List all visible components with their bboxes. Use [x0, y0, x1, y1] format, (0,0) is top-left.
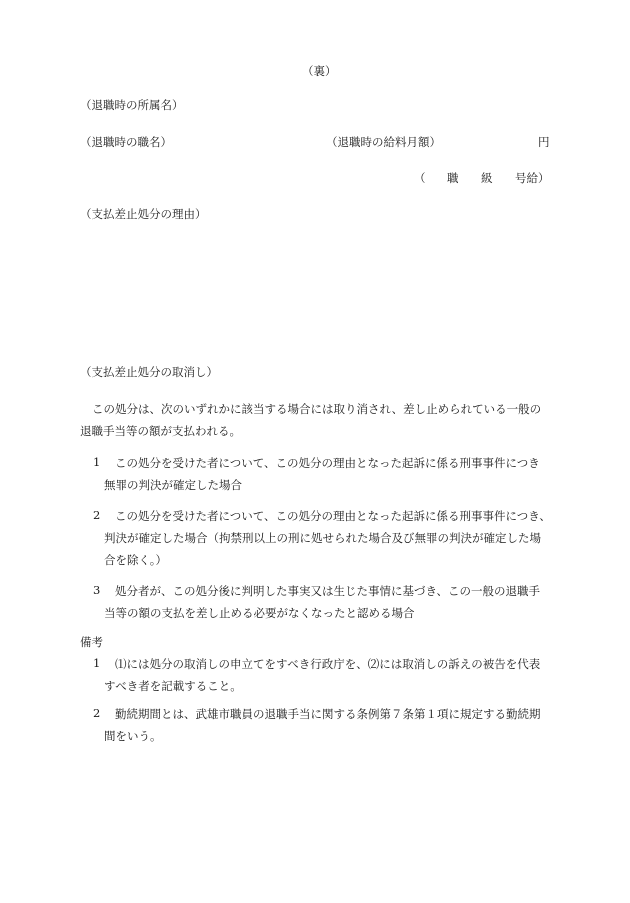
cancellation-item-3: [115, 580, 540, 602]
remarks-heading: 備考: [80, 635, 103, 649]
yen-unit: 円: [538, 135, 550, 149]
item-line: 当等の額の支払を差し止める必要がなくなったと認める場合: [104, 606, 415, 620]
grade-gokyu: 号給）: [515, 171, 550, 185]
remark-2-number: 2: [93, 706, 101, 720]
remark-2-cont: [104, 725, 162, 747]
intro-line-2: 退職手当等の額が支払われる。: [80, 424, 241, 438]
cancellation-intro: [80, 398, 541, 442]
cancellation-item-2: [115, 505, 551, 527]
remark-2: [115, 703, 541, 725]
cancellation-item-3-number: 3: [93, 583, 101, 597]
item-line: 合を除く。）: [104, 553, 168, 567]
grade-open-paren: （: [414, 171, 426, 185]
office-label: （退職時の所属名）: [80, 98, 184, 112]
reason-label: （支払差止処分の理由）: [80, 207, 207, 221]
grade-shoku: 職: [447, 171, 459, 185]
cancellation-item-2-number: 2: [93, 508, 101, 522]
remark-line: すべき者を記載すること。: [104, 679, 242, 693]
remark-1: [115, 653, 540, 675]
item-line: この処分を受けた者について、この処分の理由となった起訴に係る刑事事件につき: [115, 456, 540, 470]
remark-line: ⑴には処分の取消しの申立てをすべき行政庁を、⑵には取消しの訴えの被告を代表: [115, 657, 541, 671]
cancellation-item-1: [115, 452, 540, 474]
cancellation-item-1-number: 1: [93, 455, 101, 469]
cancellation-item-2-cont: [104, 527, 541, 571]
item-line: 処分者が、この処分後に判明した事実又は生じた事情に基づき、この一般の退職手: [115, 584, 541, 598]
item-line: 無罪の判決が確定した場合: [104, 478, 242, 492]
cancellation-item-3-cont: [104, 602, 415, 624]
remark-1-cont: [104, 675, 242, 697]
job-label: （退職時の職名）: [80, 135, 172, 149]
salary-label: （退職時の給料月額）: [326, 135, 441, 149]
intro-line-1: この処分は、次のいずれかに該当する場合には取り消され、差し止められている一般の: [92, 402, 542, 416]
remark-1-number: 1: [93, 656, 101, 670]
grade-kyu: 級: [481, 171, 493, 185]
remark-line: 勤続期間とは、武雄市職員の退職手当に関する条例第７条第１項に規定する勤続期: [115, 707, 541, 721]
item-line: 判決が確定した場合（拘禁刑以上の刑に処せられた場合及び無罪の判決が確定した場: [104, 531, 541, 545]
cancellation-item-1-cont: [104, 474, 242, 496]
item-line: この処分を受けた者について、この処分の理由となった起訴に係る刑事事件につき、: [115, 509, 551, 523]
page-title: （裏）: [302, 64, 337, 78]
cancellation-heading: （支払差止処分の取消し）: [80, 365, 218, 379]
remark-line: 間をいう。: [104, 729, 162, 743]
